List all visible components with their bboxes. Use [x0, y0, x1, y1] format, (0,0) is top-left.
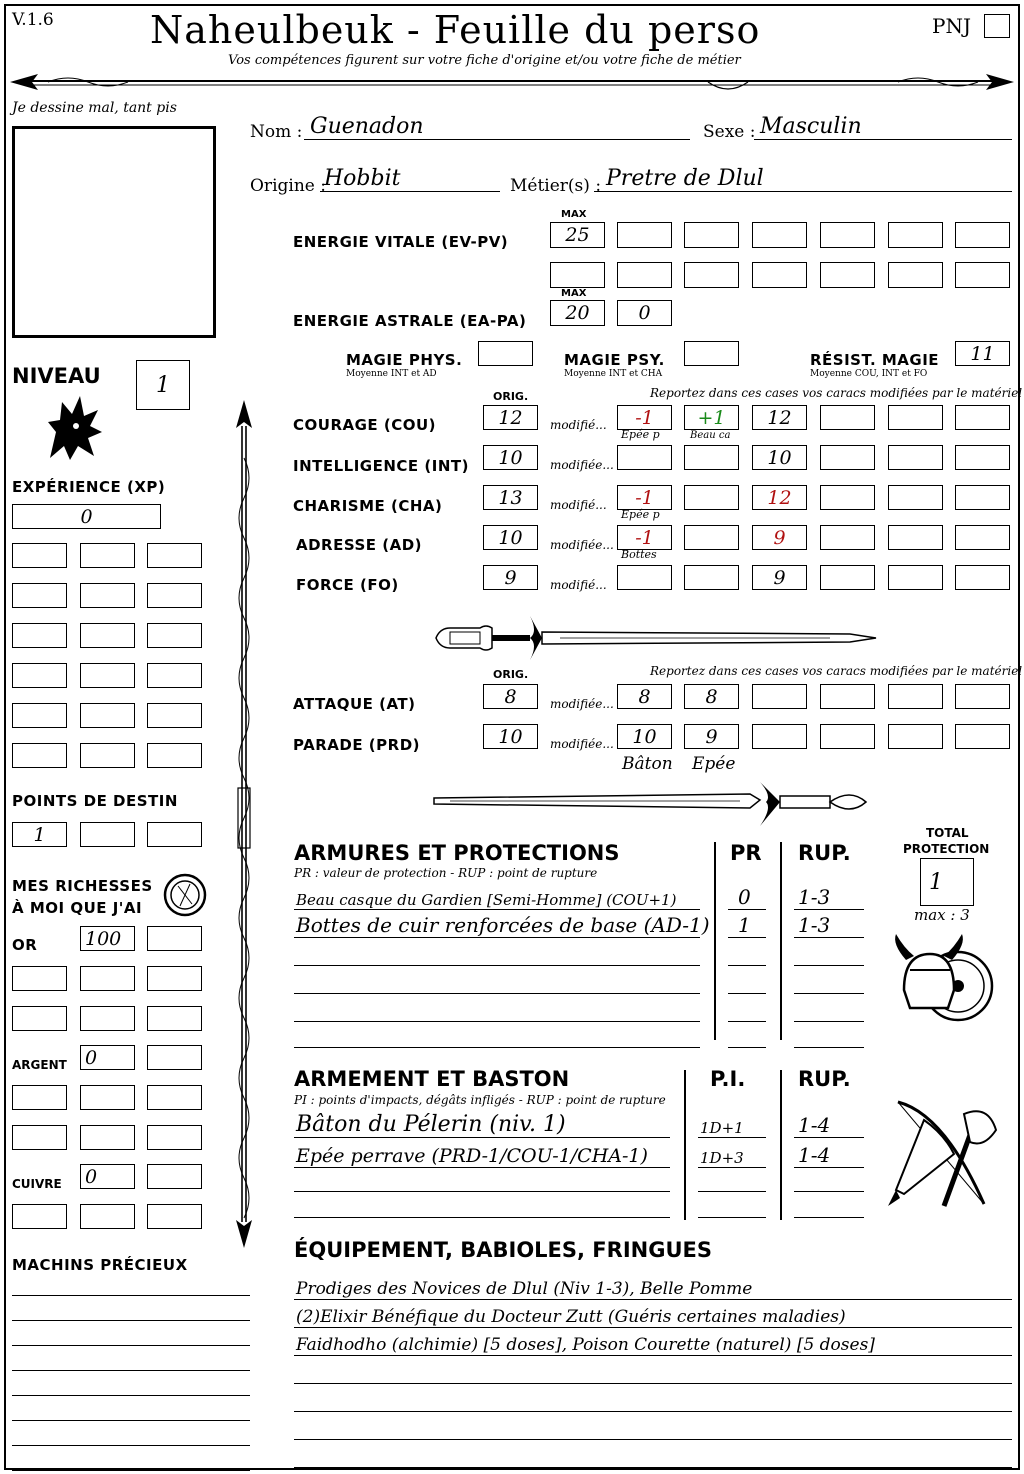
armor-item-pr: 1 [738, 913, 751, 937]
armor-pr-field[interactable] [728, 884, 766, 910]
cuivre-label: CUIVRE [12, 1177, 62, 1191]
ev-tracker-box[interactable] [752, 222, 807, 248]
money-box[interactable] [147, 1006, 202, 1031]
fo-label: FORCE (FO) [296, 576, 399, 594]
machins-label: MACHINS PRÉCIEUX [12, 1256, 188, 1274]
armor-rup-field[interactable] [794, 884, 864, 910]
armor-rup-field[interactable] [794, 996, 864, 1022]
magie-phys-note: Moyenne INT et AD [346, 369, 437, 379]
cou-final-box[interactable]: 12 [752, 405, 807, 430]
sheet-title: Naheulbeuk - Feuille du perso [150, 8, 761, 52]
prd-extra-box[interactable] [820, 724, 875, 749]
xp-box[interactable] [80, 623, 135, 648]
helmet-shield-icon [890, 930, 1000, 1030]
metier-field[interactable] [594, 166, 1012, 192]
stat-extra-box[interactable] [820, 565, 875, 590]
armor-rup-field[interactable] [794, 940, 864, 966]
armor-item-name: Bottes de cuir renforcées de base (AD-1) [296, 913, 710, 937]
xp-box[interactable]: 0 [12, 504, 161, 529]
money-box[interactable] [12, 966, 67, 991]
armor-pr-header: PR [730, 841, 762, 865]
xp-box[interactable] [80, 703, 135, 728]
xp-box[interactable] [147, 623, 202, 648]
equipment-line[interactable] [294, 1390, 1012, 1412]
col-2-note: Epée [692, 754, 736, 774]
weapons-icon [884, 1094, 1004, 1216]
at-extra-box[interactable] [820, 684, 875, 709]
ev-label: ENERGIE VITALE (EV-PV) [293, 233, 509, 251]
prd-col-1-box[interactable]: 10 [617, 724, 672, 749]
money-box[interactable] [147, 966, 202, 991]
fo-final-box[interactable]: 9 [752, 565, 807, 590]
weapon-name-field[interactable] [294, 1110, 670, 1138]
weapons-pi-header: P.I. [710, 1067, 746, 1091]
armor-item-name: Beau casque du Gardien [Semi-Homme] (COU+1) [296, 891, 677, 909]
weapon-rup-field[interactable] [794, 1164, 864, 1192]
cou-mod-2-box[interactable]: +1 [684, 405, 739, 430]
prd-extra-box[interactable] [752, 724, 807, 749]
armor-rup-field[interactable] [794, 968, 864, 994]
armor-name-field[interactable] [294, 996, 700, 1022]
armor-name-field[interactable] [294, 940, 700, 966]
weapons-title: ARMEMENT ET BASTON [294, 1067, 570, 1091]
argent-box[interactable]: 0 [80, 1045, 135, 1070]
sexe-field[interactable] [754, 114, 1012, 140]
weapons-rup-header: RUP. [798, 1067, 851, 1091]
armor-divider-2 [780, 842, 782, 1040]
armor-name-field[interactable] [294, 968, 700, 994]
ev-max-box[interactable]: 25 [550, 222, 605, 248]
at-orig-box[interactable]: 8 [483, 684, 538, 709]
machins-line[interactable] [12, 1301, 250, 1321]
armor-name-field[interactable] [294, 912, 710, 938]
cha-mod-1-box[interactable]: -1 [617, 485, 672, 510]
int-label: INTELLIGENCE (INT) [293, 457, 469, 475]
portrait-box[interactable] [12, 126, 216, 338]
armor-pr-field[interactable] [728, 940, 766, 966]
destin-box-3[interactable] [147, 822, 202, 847]
money-box[interactable] [147, 1125, 202, 1150]
richesses-label-2: À MOI QUE J'AI [12, 899, 143, 917]
cou-mod-1-note: Epée p [621, 428, 660, 441]
cou-modif-label: modifié... [550, 418, 607, 432]
sexe-label: Sexe : [703, 122, 756, 142]
weapon-item-pi: 1D+3 [700, 1149, 744, 1167]
xp-box[interactable] [147, 543, 202, 568]
at-extra-box[interactable] [955, 684, 1010, 709]
resist-magie-label: RÉSIST. MAGIE [810, 351, 940, 369]
magie-phys-box[interactable] [478, 341, 533, 366]
ev-tracker-box[interactable] [888, 262, 943, 288]
armor-note: PR : valeur de protection - RUP : point de rupture [294, 866, 598, 880]
niveau-label: NIVEAU [12, 364, 101, 388]
money-box[interactable] [147, 1164, 202, 1189]
armor-pr-field[interactable] [728, 996, 766, 1022]
armor-title: ARMURES ET PROTECTIONS [294, 841, 620, 865]
magie-phys-label: MAGIE PHYS. [346, 351, 463, 369]
total-protection-box[interactable]: 1 [920, 858, 974, 906]
ad-mod-2-box[interactable] [684, 525, 739, 550]
nom-label: Nom : [250, 122, 303, 142]
int-modif-label: modifiée... [550, 458, 614, 472]
nom-field[interactable] [304, 114, 690, 140]
stat-extra-box[interactable] [955, 565, 1010, 590]
money-box[interactable] [12, 1006, 67, 1031]
ad-modif-label: modifiée... [550, 538, 614, 552]
at-col-2-box[interactable]: 8 [684, 684, 739, 709]
ea-current-box[interactable]: 0 [617, 300, 672, 326]
machins-line[interactable] [12, 1426, 250, 1446]
ev-tracker-box[interactable] [752, 262, 807, 288]
weapon-item-name: Epée perrave (PRD-1/COU-1/CHA-1) [296, 1145, 648, 1167]
sword-illustration-1 [430, 612, 880, 662]
spear-divider-top [8, 62, 1016, 102]
total-protection-label-2: PROTECTION [903, 842, 990, 856]
weapon-pi-field[interactable] [698, 1190, 766, 1218]
origine-value: Hobbit [324, 166, 401, 191]
ev-tracker-box[interactable] [955, 222, 1010, 248]
cou-mod-2-note: Beau ca [690, 430, 731, 441]
version-label: V.1.6 [12, 10, 54, 30]
weapon-item-name: Bâton du Pélerin (niv. 1) [296, 1112, 566, 1137]
nom-value: Guenadon [310, 114, 424, 139]
cha-label: CHARISME (CHA) [293, 497, 443, 515]
destin-label: POINTS DE DESTIN [12, 792, 178, 810]
weapon-name-field[interactable] [294, 1190, 670, 1218]
at-extra-box[interactable] [752, 684, 807, 709]
col-1-note: Bâton [622, 754, 673, 774]
weapon-pi-field[interactable] [698, 1110, 766, 1138]
equipment-line[interactable] [294, 1446, 1012, 1468]
prd-extra-box[interactable] [955, 724, 1010, 749]
money-box[interactable] [147, 1045, 202, 1070]
stat-extra-box[interactable] [888, 405, 943, 430]
money-box[interactable] [12, 1085, 67, 1110]
xp-box[interactable] [12, 543, 67, 568]
ev-tracker-box[interactable] [955, 262, 1010, 288]
ad-label: ADRESSE (AD) [296, 536, 423, 554]
equipment-item: Faidhodho (alchimie) [5 doses], Poison Courette (naturel) [5 doses] [296, 1335, 875, 1355]
money-box[interactable] [80, 966, 135, 991]
resist-magie-note: Moyenne COU, INT et FO [810, 369, 928, 379]
at-label: ATTAQUE (AT) [293, 695, 416, 713]
int-mod-2-box[interactable] [684, 445, 739, 470]
armor-pr-field[interactable] [728, 1022, 766, 1048]
xp-box[interactable] [12, 623, 67, 648]
at-col-1-box[interactable]: 8 [617, 684, 672, 709]
richesses-label-1: MES RICHESSES [12, 877, 153, 895]
prd-extra-box[interactable] [888, 724, 943, 749]
ad-orig-box[interactable]: 10 [483, 525, 538, 550]
money-box[interactable] [80, 1006, 135, 1031]
ev-tracker-box[interactable] [684, 222, 739, 248]
ev-tracker-box[interactable] [617, 262, 672, 288]
ev-tracker-box[interactable] [820, 222, 875, 248]
armor-pr-field[interactable] [728, 968, 766, 994]
ea-max-box[interactable]: 20 [550, 300, 605, 326]
armor-rup-field[interactable] [794, 912, 864, 938]
or-label: OR [12, 936, 38, 954]
portrait-caption: Je dessine mal, tant pis [12, 100, 177, 116]
sexe-value: Masculin [760, 114, 862, 139]
cou-label: COURAGE (COU) [293, 416, 437, 434]
xp-box[interactable] [80, 743, 135, 768]
int-mod-1-box[interactable] [617, 445, 672, 470]
weapon-item-rup: 1-4 [798, 1113, 831, 1137]
weapon-pi-field[interactable] [698, 1164, 766, 1192]
sword-illustration-2 [430, 776, 880, 832]
machins-line[interactable] [12, 1351, 250, 1371]
report-note-1: Reportez dans ces cases vos caracs modifiées par le matériel [650, 386, 1023, 400]
ad-mod-1-box[interactable]: -1 [617, 525, 672, 550]
int-orig-box[interactable]: 10 [483, 445, 538, 470]
cou-mod-1-box[interactable]: -1 [617, 405, 672, 430]
destin-box-2[interactable] [80, 822, 135, 847]
armor-divider-1 [714, 842, 716, 1040]
report-note-2: Reportez dans ces cases vos caracs modifiées par le matériel [650, 664, 1023, 678]
xp-box[interactable] [12, 583, 67, 608]
fo-modif-label: modifié... [550, 578, 607, 592]
armor-item-rup: 1-3 [798, 885, 831, 909]
equipment-title: ÉQUIPEMENT, BABIOLES, FRINGUES [294, 1238, 712, 1262]
money-box[interactable] [147, 1204, 202, 1229]
xp-box[interactable] [12, 703, 67, 728]
ev-tracker-box[interactable] [684, 262, 739, 288]
stat-extra-box[interactable] [955, 525, 1010, 550]
prd-col-2-box[interactable]: 9 [684, 724, 739, 749]
weapon-item-rup: 1-4 [798, 1143, 831, 1167]
machins-line[interactable] [12, 1451, 250, 1471]
magie-psy-label: MAGIE PSY. [564, 351, 665, 369]
destin-box-1[interactable]: 1 [12, 822, 67, 847]
xp-box[interactable] [147, 703, 202, 728]
xp-box[interactable] [147, 663, 202, 688]
armor-item-rup: 1-3 [798, 913, 831, 937]
money-box[interactable] [80, 1125, 135, 1150]
weapon-rup-field[interactable] [794, 1190, 864, 1218]
pnj-checkbox[interactable] [984, 14, 1010, 38]
weapons-divider-1 [684, 1070, 686, 1220]
cha-orig-box[interactable]: 13 [483, 485, 538, 510]
money-box[interactable] [12, 1204, 67, 1229]
money-box[interactable] [80, 1085, 135, 1110]
dragon-icon [40, 392, 106, 464]
xp-box[interactable] [147, 583, 202, 608]
armor-rup-field[interactable] [794, 1022, 864, 1048]
stat-extra-box[interactable] [820, 485, 875, 510]
xp-box[interactable] [80, 583, 135, 608]
resist-magie-box[interactable]: 11 [955, 341, 1010, 366]
stat-extra-box[interactable] [888, 485, 943, 510]
xp-label: EXPÉRIENCE (XP) [12, 478, 166, 496]
equipment-line[interactable] [294, 1278, 1012, 1300]
money-box[interactable] [147, 1085, 202, 1110]
money-box[interactable] [80, 1204, 135, 1229]
prd-modif-label: modifiée... [550, 737, 614, 751]
ev-tracker-box[interactable] [820, 262, 875, 288]
equipment-line[interactable] [294, 1334, 1012, 1356]
xp-box[interactable] [147, 743, 202, 768]
cuivre-box[interactable]: 0 [80, 1164, 135, 1189]
equipment-line[interactable] [294, 1418, 1012, 1440]
niveau-box[interactable]: 1 [136, 360, 190, 410]
equipment-line[interactable] [294, 1362, 1012, 1384]
magie-psy-box[interactable] [684, 341, 739, 366]
or-box-2[interactable] [147, 926, 202, 951]
stat-extra-box[interactable] [820, 525, 875, 550]
sheet-subtitle: Vos compétences figurent sur votre fiche d'origine et/ou votre fiche de métier [228, 53, 741, 68]
stat-extra-box[interactable] [888, 445, 943, 470]
cha-mod-1-note: Epée p [621, 508, 660, 521]
stat-extra-box[interactable] [888, 525, 943, 550]
total-protection-label-1: TOTAL [926, 826, 969, 840]
armor-item-pr: 0 [738, 885, 751, 909]
weapon-rup-field[interactable] [794, 1110, 864, 1138]
prd-label: PARADE (PRD) [293, 736, 421, 754]
ev-tracker-box[interactable] [550, 262, 605, 288]
stat-extra-box[interactable] [955, 485, 1010, 510]
armor-name-field[interactable] [294, 884, 700, 910]
origine-field[interactable] [320, 166, 500, 192]
weapons-note: PI : points d'impacts, dégâts infligés - RUP : point de rupture [294, 1093, 666, 1107]
or-box[interactable]: 100 [80, 926, 135, 951]
xp-box[interactable] [12, 663, 67, 688]
stat-extra-box[interactable] [955, 445, 1010, 470]
machins-line[interactable] [12, 1401, 250, 1421]
fo-mod-1-box[interactable] [617, 565, 672, 590]
magie-psy-note: Moyenne INT et CHA [564, 369, 663, 379]
money-box[interactable] [12, 1125, 67, 1150]
at-modif-label: modifiée... [550, 697, 614, 711]
weapons-divider-2 [780, 1070, 782, 1220]
at-extra-box[interactable] [888, 684, 943, 709]
cou-orig-box[interactable]: 12 [483, 405, 538, 430]
cha-modif-label: modifié... [550, 498, 607, 512]
orig-label-2: ORIG. [493, 668, 529, 681]
machins-line[interactable] [12, 1326, 250, 1346]
weapon-item-pi: 1D+1 [700, 1119, 744, 1137]
stat-extra-box[interactable] [955, 405, 1010, 430]
metier-value: Pretre de Dlul [606, 166, 764, 191]
spear-vertical [226, 398, 262, 1250]
equipment-item: (2)Elixir Bénéfique du Docteur Zutt (Guéris certaines maladies) [296, 1307, 846, 1327]
ea-label: ENERGIE ASTRALE (EA-PA) [293, 312, 527, 330]
orig-label: ORIG. [493, 390, 529, 403]
cha-final-box[interactable]: 12 [752, 485, 807, 510]
xp-box[interactable] [80, 543, 135, 568]
ea-max-label: MAX [561, 288, 587, 299]
argent-label: ARGENT [12, 1058, 67, 1072]
coin-icon [162, 872, 208, 918]
ad-final-box[interactable]: 9 [752, 525, 807, 550]
armor-name-field[interactable] [294, 1022, 700, 1048]
stat-extra-box[interactable] [888, 565, 943, 590]
xp-box[interactable] [12, 743, 67, 768]
ev-max-label: MAX [561, 209, 587, 220]
ev-tracker-box[interactable] [617, 222, 672, 248]
ev-tracker-box[interactable] [888, 222, 943, 248]
ad-mod-1-note: Bottes [621, 548, 657, 561]
equipment-line[interactable] [294, 1306, 1012, 1328]
metier-label: Métier(s) : [510, 176, 602, 196]
cha-mod-2-box[interactable] [684, 485, 739, 510]
xp-box[interactable] [80, 663, 135, 688]
armor-rup-header: RUP. [798, 841, 851, 865]
stat-extra-box[interactable] [820, 405, 875, 430]
weapon-name-field[interactable] [294, 1164, 670, 1192]
pnj-label: PNJ [932, 14, 971, 38]
armor-pr-field[interactable] [728, 912, 766, 938]
machins-line[interactable] [12, 1376, 250, 1396]
fo-orig-box[interactable]: 9 [483, 565, 538, 590]
equipment-item: Prodiges des Novices de Dlul (Niv 1-3), Belle Pomme [296, 1279, 753, 1299]
machins-line[interactable] [12, 1276, 250, 1296]
fo-mod-2-box[interactable] [684, 565, 739, 590]
int-final-box[interactable]: 10 [752, 445, 807, 470]
prd-orig-box[interactable]: 10 [483, 724, 538, 749]
origine-label: Origine : [250, 176, 326, 196]
stat-extra-box[interactable] [820, 445, 875, 470]
total-protection-max: max : 3 [914, 906, 970, 924]
